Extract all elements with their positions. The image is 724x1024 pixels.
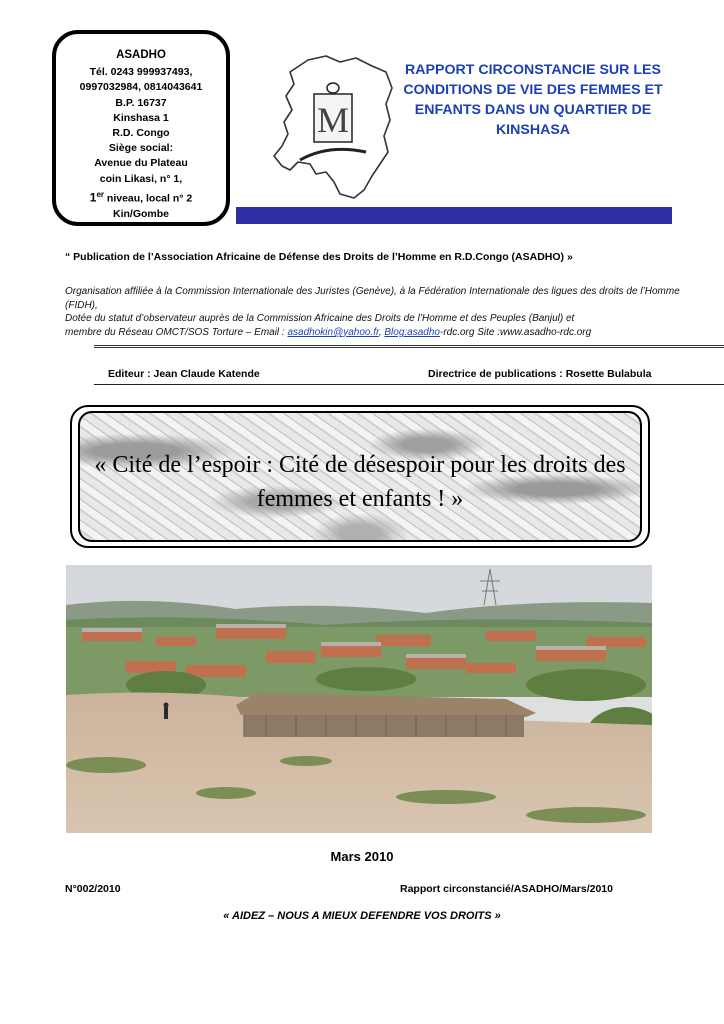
logo-swoosh — [300, 149, 366, 160]
contact-line: coin Likasi, n° 1, — [99, 172, 183, 185]
site-text: -rdc.org Site :www.asadho-rdc.org — [440, 326, 592, 338]
divider-double — [94, 345, 724, 348]
affiliations-block — [65, 285, 715, 339]
contact-box — [52, 30, 230, 226]
contact-line: Kin/Gombe — [112, 207, 169, 220]
contact-line: Tél. 0243 999937493, — [89, 66, 193, 79]
logo-head — [327, 83, 339, 93]
affiliation-line: (FIDH), — [65, 299, 98, 311]
congo-map-logo — [268, 52, 400, 202]
issue-number: N°002/2010 — [65, 883, 121, 895]
contact-line: 0997032984, 0814043641 — [79, 81, 203, 94]
affiliation-line-contact — [65, 326, 715, 340]
divider-line — [94, 384, 724, 385]
contact-prefix: membre du Réseau OMCT/SOS Torture – Email : — [65, 326, 288, 338]
affiliation-line: Dotée du statut d’observateur auprès de la Commission Africaine des Droits de l’Homme et des Peuples (Banjul) et — [65, 313, 575, 325]
affiliation-line: Organisation affiliée à la Commission Internationale des Juristes (Genève), à la Fédération Internationale des ligues des droits de l’Homme — [65, 286, 680, 297]
report-reference: Rapport circonstancié/ASADHO/Mars/2010 — [400, 883, 613, 895]
slogan: « AIDEZ – NOUS A MIEUX DEFENDRE VOS DROITS » — [223, 910, 501, 922]
org-name: ASADHO — [116, 49, 166, 61]
header-blue-bar — [236, 207, 672, 224]
contact-line: Kinshasa 1 — [113, 111, 169, 124]
contact-line: B.P. 16737 — [115, 96, 167, 109]
link-separator: , — [378, 326, 385, 338]
logo-letter: M — [316, 100, 350, 140]
banner-title: « Cité de l’espoir : Cité de désespoir pour les droits des femmes et enfants ! » — [94, 452, 626, 512]
floor-sup: er — [96, 189, 104, 199]
editor-line: Editeur : Jean Claude Katende — [108, 368, 260, 380]
floor-prefix: 1 — [89, 190, 97, 205]
contact-line: Siège social: — [108, 142, 174, 155]
publication-date: Mars 2010 — [330, 849, 394, 864]
blog-link[interactable]: Blog:asadho — [384, 326, 440, 338]
publication-line: “ Publication de l’Association Africaine de Défense des Droits de l’Homme en R.D.Congo (ASADHO) » — [65, 251, 573, 263]
landscape-photo — [66, 565, 652, 833]
report-title: RAPPORT CIRCONSTANCIE SUR LES CONDITIONS DE VIE DES FEMMES ET ENFANTS DANS UN QUARTIER DE KINSHASA — [403, 62, 663, 138]
floor-rest: niveau, local n° 2 — [104, 192, 193, 205]
director-line: Directrice de publications : Rosette Bulabula — [428, 368, 652, 380]
contact-line: R.D. Congo — [112, 127, 170, 140]
contact-line-floor — [56, 187, 226, 207]
email-link[interactable]: asadhokin@yahoo.fr — [287, 326, 379, 338]
contact-line: Avenue du Plateau — [94, 157, 188, 170]
